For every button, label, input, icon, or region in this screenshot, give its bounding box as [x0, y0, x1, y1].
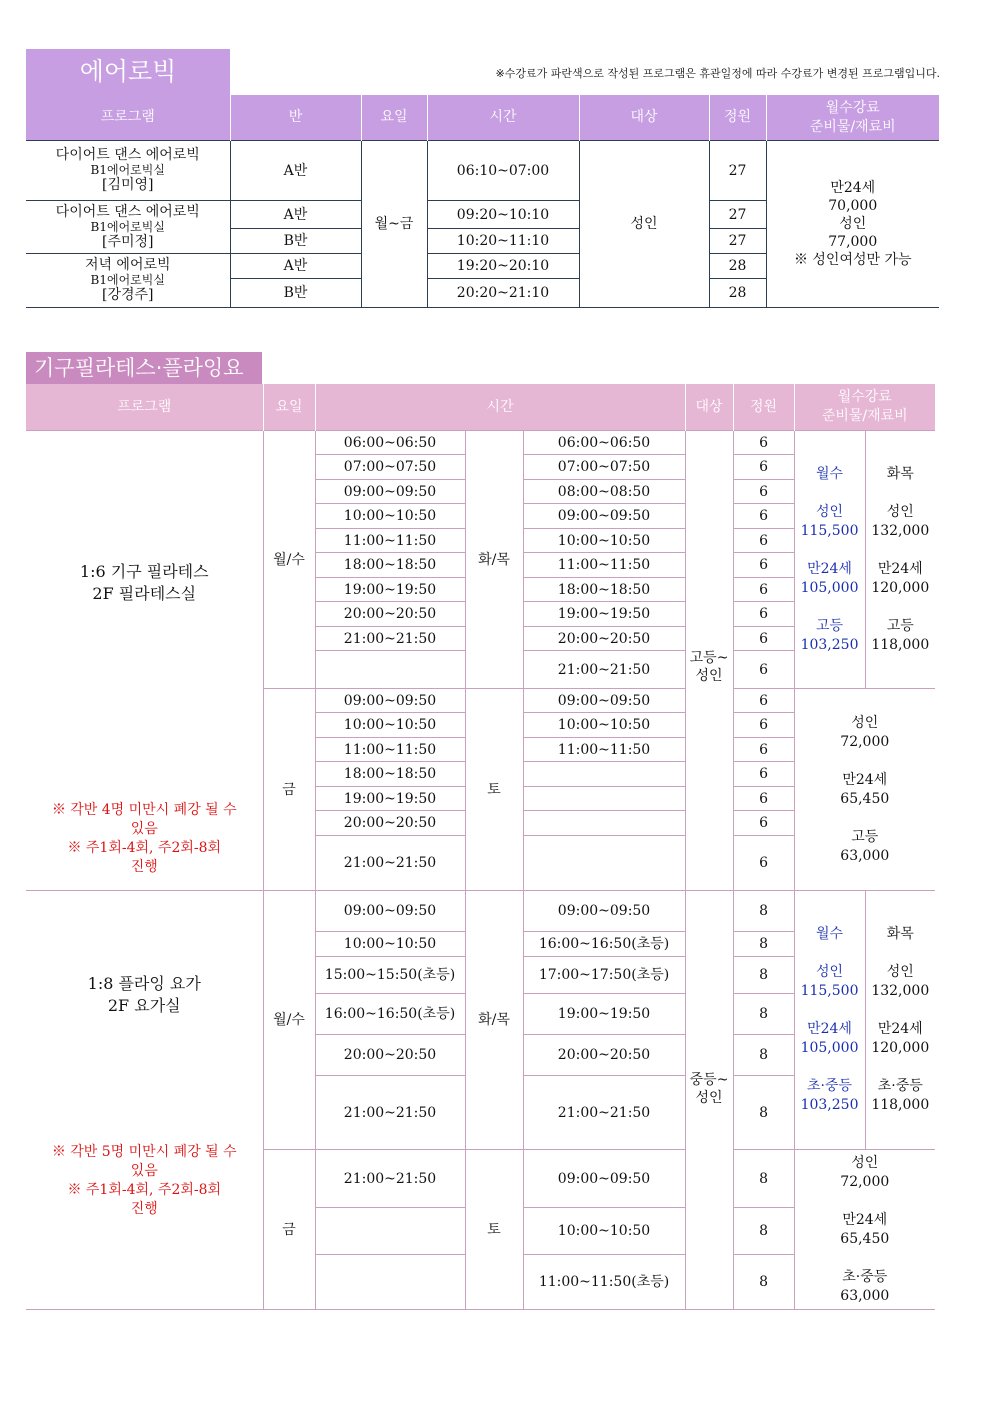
time-cell: 09:00~09:50 — [523, 689, 685, 713]
time-cell: 10:00~10:50 — [523, 1208, 685, 1255]
fee-mon-wed: 월수 성인 115,500 만24세 105,000 고등 103,250 — [794, 431, 865, 689]
capacity-cell: 8 — [733, 932, 794, 957]
program-cell — [26, 431, 263, 891]
table-row — [26, 891, 935, 932]
closure-warning: ※ 각반 4명 미만시 폐강 될 수 있음 ※ 주1회-4회, 주2회-8회 진행 — [51, 802, 237, 875]
time-cell: 10:00~10:50 — [523, 713, 685, 738]
capacity-cell: 6 — [733, 431, 794, 455]
header-program: 프로그램 — [26, 95, 230, 141]
capacity-cell: 28 — [709, 254, 766, 279]
time-cell: 10:20~11:10 — [427, 229, 579, 254]
header-time: 시간 — [427, 95, 579, 141]
header-target: 대상 — [579, 95, 709, 141]
time-cell: 18:00~18:50 — [315, 553, 465, 578]
time-cell: 21:00~21:50 — [315, 627, 465, 651]
fee-cell: 만24세 70,000 성인 77,000 ※ 성인여성만 가능 — [766, 141, 939, 308]
time-cell: 11:00~11:50 — [523, 553, 685, 578]
time-cell: 20:00~20:50 — [523, 627, 685, 651]
capacity-cell: 6 — [733, 738, 794, 762]
capacity-cell: 6 — [733, 504, 794, 529]
capacity-cell: 6 — [733, 762, 794, 787]
time-cell: 21:00~21:50 — [315, 836, 465, 891]
time-cell: 08:00~08:50 — [523, 480, 685, 504]
time-cell — [315, 1255, 465, 1310]
time-cell: 15:00~15:50(초등) — [315, 957, 465, 994]
capacity-cell: 6 — [733, 651, 794, 689]
time-cell: 06:00~06:50 — [523, 431, 685, 455]
fee-tue-thu: 화목 성인 132,000 만24세 120,000 초·중등 118,000 — [865, 891, 935, 1150]
capacity-cell: 6 — [733, 836, 794, 891]
time-cell: 10:00~10:50 — [315, 932, 465, 957]
time-cell — [523, 836, 685, 891]
time-cell: 19:00~19:50 — [315, 787, 465, 811]
class-cell: B반 — [230, 229, 361, 254]
time-cell — [523, 762, 685, 787]
header-capacity: 정원 — [733, 384, 794, 431]
fee-fri-sat: 성인 72,000 만24세 65,450 초·중등 63,000 — [794, 1150, 935, 1310]
time-cell: 09:00~09:50 — [523, 891, 685, 932]
time-cell: 11:00~11:50 — [315, 738, 465, 762]
table-row — [26, 431, 935, 455]
capacity-cell: 8 — [733, 1035, 794, 1076]
time-cell: 21:00~21:50 — [523, 1076, 685, 1150]
capacity-cell: 27 — [709, 201, 766, 229]
header-time: 시간 — [315, 384, 685, 431]
days-mon-wed: 월/수 — [263, 891, 315, 1150]
time-cell: 20:20~21:10 — [427, 279, 579, 308]
header-fee: 월수강료 준비물/재료비 — [766, 95, 939, 141]
time-cell: 19:00~19:50 — [523, 994, 685, 1035]
closure-warning: ※ 각반 5명 미만시 폐강 될 수 있음 ※ 주1회-4회, 주2회-8회 진행 — [51, 1144, 237, 1217]
time-cell: 19:00~19:50 — [523, 602, 685, 627]
time-cell: 19:20~20:10 — [427, 254, 579, 279]
aerobic-table — [26, 95, 939, 308]
time-cell: 16:00~16:50(초등) — [315, 994, 465, 1035]
class-cell: B반 — [230, 279, 361, 308]
capacity-cell: 6 — [733, 480, 794, 504]
time-cell: 09:00~09:50 — [523, 504, 685, 529]
time-cell: 20:00~20:50 — [523, 1035, 685, 1076]
capacity-cell: 6 — [733, 713, 794, 738]
time-cell: 20:00~20:50 — [315, 602, 465, 627]
time-cell — [315, 1208, 465, 1255]
time-cell: 07:00~07:50 — [523, 455, 685, 480]
pilates-header-row — [26, 384, 935, 431]
aerobic-section-title: 에어로빅 — [26, 49, 230, 95]
target-cell: 중등~ 성인 — [685, 891, 733, 1310]
time-cell: 19:00~19:50 — [315, 578, 465, 602]
time-cell: 09:00~09:50 — [315, 689, 465, 713]
capacity-cell: 6 — [733, 455, 794, 480]
header-days: 요일 — [361, 95, 427, 141]
time-cell: 18:00~18:50 — [523, 578, 685, 602]
program-name: 1:6 기구 필라테스 2F 필라테스실 — [79, 562, 209, 603]
capacity-cell: 27 — [709, 141, 766, 201]
program-cell — [26, 891, 263, 1310]
class-cell: A반 — [230, 254, 361, 279]
fee-change-note: ※수강료가 파란색으로 작성된 프로그램은 휴관일정에 따라 수강료가 변경된 프로그램입니다. — [495, 67, 940, 80]
header-class: 반 — [230, 95, 361, 141]
time-cell: 07:00~07:50 — [315, 455, 465, 480]
time-cell: 09:20~10:10 — [427, 201, 579, 229]
time-cell: 09:00~09:50 — [523, 1150, 685, 1208]
capacity-cell: 8 — [733, 1150, 794, 1208]
time-cell: 11:00~11:50 — [523, 738, 685, 762]
class-cell: A반 — [230, 201, 361, 229]
capacity-cell: 6 — [733, 602, 794, 627]
capacity-cell: 6 — [733, 529, 794, 553]
time-cell: 16:00~16:50(초등) — [523, 932, 685, 957]
target-cell: 성인 — [579, 141, 709, 308]
days-sat: 토 — [465, 689, 523, 891]
time-cell: 21:00~21:50 — [523, 651, 685, 689]
aerobic-header-row — [26, 95, 939, 141]
capacity-cell: 8 — [733, 1208, 794, 1255]
class-cell: A반 — [230, 141, 361, 201]
days-fri: 금 — [263, 1150, 315, 1310]
time-cell: 20:00~20:50 — [315, 811, 465, 836]
days-tue-thu: 화/목 — [465, 891, 523, 1150]
capacity-cell: 8 — [733, 957, 794, 994]
time-cell: 06:10~07:00 — [427, 141, 579, 201]
days-cell: 월~금 — [361, 141, 427, 308]
program-cell: 다이어트 댄스 에어로빅 B1에어로빅실 [김미영] — [26, 141, 230, 201]
time-cell: 11:00~11:50(초등) — [523, 1255, 685, 1310]
capacity-cell: 8 — [733, 1255, 794, 1310]
time-cell: 17:00~17:50(초등) — [523, 957, 685, 994]
header-program: 프로그램 — [26, 384, 263, 431]
time-cell — [523, 811, 685, 836]
days-sat: 토 — [465, 1150, 523, 1310]
program-cell: 다이어트 댄스 에어로빅 B1에어로빅실 [주미정] — [26, 201, 230, 254]
capacity-cell: 6 — [733, 553, 794, 578]
fee-tue-thu: 화목 성인 132,000 만24세 120,000 고등 118,000 — [865, 431, 935, 689]
pilates-yoga-table — [26, 384, 935, 1310]
capacity-cell: 6 — [733, 689, 794, 713]
time-cell: 18:00~18:50 — [315, 762, 465, 787]
capacity-cell: 6 — [733, 578, 794, 602]
time-cell: 20:00~20:50 — [315, 1035, 465, 1076]
time-cell: 10:00~10:50 — [523, 529, 685, 553]
capacity-cell: 8 — [733, 1076, 794, 1150]
time-cell: 21:00~21:50 — [315, 1150, 465, 1208]
time-cell: 06:00~06:50 — [315, 431, 465, 455]
capacity-cell: 28 — [709, 279, 766, 308]
target-cell: 고등~ 성인 — [685, 431, 733, 891]
capacity-cell: 8 — [733, 891, 794, 932]
program-cell: 저녁 에어로빅 B1에어로빅실 [강경주] — [26, 254, 230, 308]
pilates-section-title: 기구필라테스·플라잉요 — [26, 352, 262, 384]
time-cell: 11:00~11:50 — [315, 529, 465, 553]
header-capacity: 정원 — [709, 95, 766, 141]
days-mon-wed: 월/수 — [263, 431, 315, 689]
capacity-cell: 6 — [733, 811, 794, 836]
header-target: 대상 — [685, 384, 733, 431]
header-days: 요일 — [263, 384, 315, 431]
capacity-cell: 27 — [709, 229, 766, 254]
capacity-cell: 8 — [733, 994, 794, 1035]
days-tue-thu: 화/목 — [465, 431, 523, 689]
time-cell: 09:00~09:50 — [315, 891, 465, 932]
days-fri: 금 — [263, 689, 315, 891]
capacity-cell: 6 — [733, 787, 794, 811]
time-cell: 10:00~10:50 — [315, 713, 465, 738]
table-row — [26, 141, 939, 201]
capacity-cell: 6 — [733, 627, 794, 651]
header-fee: 월수강료 준비물/재료비 — [794, 384, 935, 431]
fee-mon-wed: 월수 성인 115,500 만24세 105,000 초·중등 103,250 — [794, 891, 865, 1150]
fee-fri-sat: 성인 72,000 만24세 65,450 고등 63,000 — [794, 689, 935, 891]
time-cell — [315, 651, 465, 689]
time-cell: 21:00~21:50 — [315, 1076, 465, 1150]
time-cell: 10:00~10:50 — [315, 504, 465, 529]
time-cell — [523, 787, 685, 811]
program-name: 1:8 플라잉 요가 2F 요가실 — [87, 974, 201, 1015]
time-cell: 09:00~09:50 — [315, 480, 465, 504]
